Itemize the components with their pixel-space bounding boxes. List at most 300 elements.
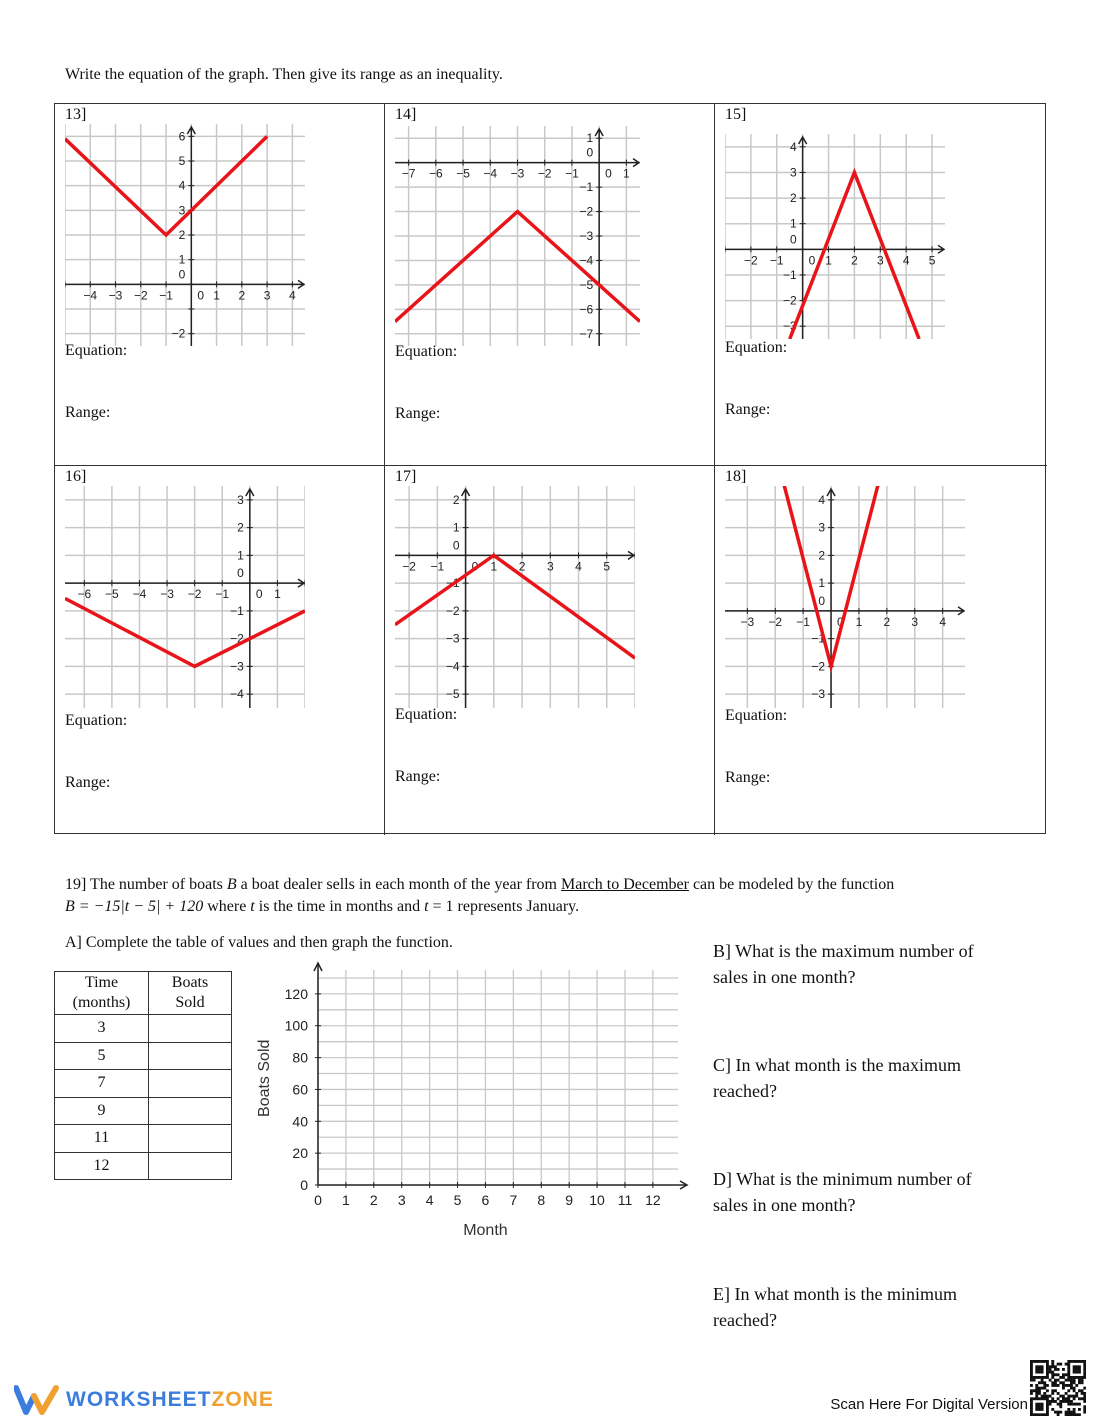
qr-module (1054, 1400, 1057, 1403)
y-tick-label: 1 (789, 216, 797, 231)
qr-module (1067, 1376, 1070, 1379)
qr-module (1046, 1413, 1049, 1416)
qr-module (1049, 1368, 1052, 1371)
origin-label: 0 (237, 566, 244, 581)
qr-module (1073, 1408, 1076, 1411)
y-tick-label: −4 (445, 659, 460, 674)
time-cell: 5 (55, 1042, 149, 1070)
qr-module (1051, 1384, 1054, 1387)
problem-graph (725, 486, 965, 708)
qr-module (1038, 1381, 1041, 1384)
origin-label: 0 (255, 587, 263, 602)
worksheetzone-logo (14, 1384, 274, 1416)
qr-module (1059, 1381, 1062, 1384)
qr-module (1046, 1395, 1049, 1398)
qr-module (1057, 1411, 1060, 1414)
origin-label: 0 (808, 253, 816, 268)
x-tick-label: 1 (623, 166, 630, 181)
qr-module (1062, 1400, 1065, 1403)
qr-module (1051, 1371, 1054, 1374)
qr-module (1078, 1413, 1081, 1416)
qr-module (1051, 1408, 1054, 1411)
qr-module (1046, 1360, 1049, 1363)
qr-module (1073, 1413, 1076, 1416)
table-header-boats: Boats Sold (149, 972, 232, 1015)
qr-module (1083, 1360, 1086, 1363)
qr-module (1065, 1392, 1068, 1395)
y-tick-label: 4 (789, 139, 797, 154)
qr-module (1081, 1389, 1084, 1392)
y-tick-label: −1 (782, 267, 797, 282)
qr-module (1065, 1400, 1068, 1403)
logo-text-zone: ZONE (211, 1388, 274, 1411)
problem-graph (725, 134, 945, 339)
x-tick-label: −4 (483, 166, 498, 181)
logo-text-worksheet: WORKSHEET (66, 1388, 212, 1411)
qr-module (1030, 1403, 1033, 1406)
y-tick-label: −4 (579, 253, 594, 268)
x-tick-label: −3 (108, 288, 123, 303)
qr-module (1046, 1389, 1049, 1392)
qr-module (1070, 1376, 1073, 1379)
qr-module (1067, 1389, 1070, 1392)
qr-module (1078, 1371, 1081, 1374)
origin-label: 0 (605, 166, 612, 181)
qr-module (1051, 1376, 1054, 1379)
qr-module (1046, 1403, 1049, 1406)
qr-module (1046, 1397, 1049, 1400)
origin-label: 0 (586, 145, 594, 160)
qr-module (1030, 1408, 1033, 1411)
qr-module (1083, 1371, 1086, 1374)
question-e: E] In what month is the minimum reached? (713, 1284, 957, 1330)
x-tick-label: 3 (911, 614, 919, 629)
qr-module (1070, 1384, 1073, 1387)
qr-module (1033, 1360, 1036, 1363)
x-tick-label: 10 (589, 1192, 605, 1208)
x-tick-label: 5 (928, 253, 936, 268)
qr-module (1075, 1376, 1078, 1379)
qr-module (1062, 1384, 1065, 1387)
qr-module (1067, 1400, 1070, 1403)
qr-module (1038, 1387, 1041, 1390)
y-tick-label: −2 (782, 293, 797, 308)
qr-module (1051, 1400, 1054, 1403)
x-tick-label: −1 (796, 614, 810, 629)
qr-module (1067, 1368, 1070, 1371)
table-row (55, 1070, 232, 1098)
qr-module (1065, 1384, 1068, 1387)
boats-sold-cell[interactable] (149, 1015, 232, 1043)
x-tick-label: 7 (509, 1192, 518, 1208)
y-axis-label: Boats Sold (256, 1039, 273, 1117)
y-tick-label: −1 (230, 603, 244, 618)
qr-module (1067, 1365, 1070, 1368)
qr-module (1054, 1379, 1057, 1382)
x-tick-label: 6 (481, 1192, 490, 1208)
qr-module (1030, 1400, 1033, 1403)
y-tick-label: −1 (445, 576, 460, 591)
qr-module (1035, 1389, 1038, 1392)
qr-module (1038, 1371, 1041, 1374)
y-tick-label: −2 (445, 603, 460, 618)
qr-module (1054, 1381, 1057, 1384)
qr-module (1070, 1395, 1073, 1398)
qr-module (1057, 1363, 1060, 1366)
qr-module (1078, 1379, 1081, 1382)
qr-module (1075, 1371, 1078, 1374)
qr-module (1038, 1376, 1041, 1379)
qr-module (1046, 1405, 1049, 1408)
qr-module (1033, 1389, 1036, 1392)
qr-module (1070, 1400, 1073, 1403)
qr-module (1035, 1368, 1038, 1371)
equation-label: Equation: (65, 342, 128, 359)
boats-sold-cell[interactable] (149, 1097, 232, 1125)
qr-module (1030, 1373, 1033, 1376)
qr-module (1043, 1387, 1046, 1390)
qr-module (1030, 1411, 1033, 1414)
x-tick-label: −2 (187, 587, 202, 602)
qr-module (1046, 1408, 1049, 1411)
qr-module (1075, 1360, 1078, 1363)
qr-module (1070, 1360, 1073, 1363)
time-cell: 3 (55, 1015, 149, 1043)
qr-module (1057, 1413, 1060, 1416)
qr-module (1075, 1395, 1078, 1398)
qr-module (1057, 1373, 1060, 1376)
qr-module (1035, 1405, 1038, 1408)
qr-module (1041, 1381, 1044, 1384)
boats-graph[interactable] (250, 960, 690, 1250)
part-a-instructions: A] Complete the table of values and then graph the function. (65, 934, 453, 951)
formula: B = −15|t − 5| + 120 (65, 898, 204, 915)
qr-module (1054, 1384, 1057, 1387)
qr-module (1083, 1376, 1086, 1379)
qr-module (1067, 1408, 1070, 1411)
qr-module (1062, 1368, 1065, 1371)
y-tick-label: −1 (811, 631, 826, 646)
qr-module (1083, 1408, 1086, 1411)
qr-module (1073, 1379, 1076, 1382)
qr-module (1051, 1360, 1054, 1363)
qr-module (1030, 1384, 1033, 1387)
qr-module (1035, 1413, 1038, 1416)
boats-sold-cell[interactable] (149, 1152, 232, 1180)
x-tick-label: 2 (883, 614, 891, 629)
qr-module (1078, 1397, 1081, 1400)
qr-module (1049, 1403, 1052, 1406)
qr-module (1035, 1403, 1038, 1406)
origin-label: 0 (837, 614, 844, 629)
y-tick-label: −2 (171, 326, 186, 341)
qr-module (1035, 1376, 1038, 1379)
qr-module (1046, 1400, 1049, 1403)
qr-module (1059, 1400, 1062, 1403)
qr-module (1078, 1389, 1081, 1392)
qr-module (1073, 1411, 1076, 1414)
y-tick-label: −4 (230, 687, 244, 702)
x-tick-label: 1 (825, 253, 832, 268)
problem-cell-18 (715, 466, 1047, 835)
qr-module (1078, 1381, 1081, 1384)
y-tick-label: 2 (818, 548, 826, 563)
x-tick-label: 0 (314, 1192, 322, 1208)
qr-module (1041, 1376, 1044, 1379)
qr-module (1059, 1363, 1062, 1366)
y-tick-label: −2 (579, 204, 594, 219)
x-tick-label: 12 (645, 1192, 661, 1208)
qr-module (1038, 1405, 1041, 1408)
x-tick-label: −2 (768, 614, 783, 629)
qr-module (1073, 1397, 1076, 1400)
logo-w-icon (14, 1384, 60, 1416)
qr-module (1046, 1373, 1049, 1376)
x-tick-label: 5 (603, 559, 611, 574)
qr-module (1041, 1371, 1044, 1374)
qr-module (1049, 1379, 1052, 1382)
qr-module (1033, 1376, 1036, 1379)
qr-module (1073, 1360, 1076, 1363)
y-tick-label: 60 (292, 1081, 308, 1098)
y-tick-label: 2 (789, 191, 797, 206)
question-b: B] What is the maximum number of sales in one month? (713, 941, 974, 987)
qr-module (1038, 1403, 1041, 1406)
x-tick-label: 1 (490, 559, 498, 574)
qr-module (1043, 1381, 1046, 1384)
x-tick-label: −2 (744, 253, 758, 268)
qr-module (1033, 1397, 1036, 1400)
qr-module (1057, 1392, 1060, 1395)
problem-graph (65, 486, 305, 708)
x-tick-label: −2 (402, 559, 416, 574)
absolute-value-graph (65, 598, 305, 666)
qr-module (1062, 1381, 1065, 1384)
qr-module (1030, 1379, 1033, 1382)
qr-module (1030, 1392, 1033, 1395)
qr-module (1078, 1365, 1081, 1368)
qr-module (1081, 1376, 1084, 1379)
range-label: Range: (65, 404, 111, 421)
range-label: Range: (725, 401, 771, 418)
qr-module (1059, 1395, 1062, 1398)
qr-module (1059, 1376, 1062, 1379)
qr-module (1051, 1365, 1054, 1368)
qr-module (1075, 1384, 1078, 1387)
x-tick-label: 2 (851, 253, 858, 268)
qr-module (1081, 1381, 1084, 1384)
problem-cell-15 (715, 104, 1047, 466)
qr-module (1054, 1389, 1057, 1392)
qr-module (1038, 1408, 1041, 1411)
y-tick-label: −3 (811, 687, 826, 702)
origin-label: 0 (452, 538, 460, 553)
qr-module (1041, 1368, 1044, 1371)
x-tick-label: 9 (565, 1192, 574, 1208)
qr-module (1030, 1397, 1033, 1400)
qr-module (1078, 1368, 1081, 1371)
x-tick-label: 4 (902, 253, 910, 268)
qr-module (1075, 1392, 1078, 1395)
qr-module (1062, 1387, 1065, 1390)
qr-module (1073, 1395, 1076, 1398)
qr-module (1083, 1392, 1086, 1395)
qr-module (1046, 1363, 1049, 1366)
qr-module (1067, 1411, 1070, 1414)
qr-module (1046, 1368, 1049, 1371)
qr-module (1054, 1365, 1057, 1368)
qr-module (1067, 1379, 1070, 1382)
problem-graph (65, 124, 305, 346)
qr-module (1067, 1395, 1070, 1398)
x-tick-label: −3 (160, 587, 174, 602)
table-row (55, 1042, 232, 1070)
x-tick-label: −2 (133, 288, 148, 303)
qr-module (1083, 1363, 1086, 1366)
qr-module (1043, 1376, 1046, 1379)
y-tick-label: 1 (237, 548, 244, 563)
origin-label: 0 (471, 559, 479, 574)
qr-module (1051, 1392, 1054, 1395)
qr-module (1030, 1376, 1033, 1379)
y-tick-label: 1 (178, 252, 186, 267)
x-tick-label: −1 (430, 559, 445, 574)
y-tick-label: −3 (230, 659, 244, 674)
origin-label: 0 (178, 267, 186, 282)
y-tick-label: 1 (586, 131, 594, 146)
qr-module (1057, 1384, 1060, 1387)
qr-module (1041, 1395, 1044, 1398)
qr-module (1083, 1387, 1086, 1390)
boats-sold-cell[interactable] (149, 1125, 232, 1153)
x-tick-label: 4 (425, 1192, 434, 1208)
qr-module (1035, 1408, 1038, 1411)
qr-module (1075, 1403, 1078, 1406)
x-tick-label: 1 (342, 1192, 350, 1208)
x-tick-label: 5 (453, 1192, 462, 1208)
qr-module (1054, 1411, 1057, 1414)
qr-module (1073, 1389, 1076, 1392)
qr-module (1057, 1397, 1060, 1400)
qr-module (1078, 1360, 1081, 1363)
y-tick-label: −2 (230, 631, 244, 646)
problem-graph (395, 486, 635, 708)
y-tick-label: 2 (452, 492, 460, 507)
scan-here-text: Scan Here For Digital Version (830, 1396, 1028, 1413)
qr-module (1041, 1403, 1044, 1406)
qr-module (1065, 1363, 1068, 1366)
qr-module (1038, 1360, 1041, 1363)
qr-module (1081, 1379, 1084, 1382)
y-tick-label: 40 (292, 1113, 308, 1130)
qr-code-icon[interactable] (1030, 1360, 1086, 1416)
x-tick-label: −6 (428, 166, 443, 181)
y-tick-label: 2 (178, 228, 186, 242)
question-c: C] In what month is the maximum reached? (713, 1055, 961, 1101)
qr-module (1078, 1376, 1081, 1379)
qr-module (1035, 1365, 1038, 1368)
x-tick-label: −1 (565, 166, 579, 181)
instructions: Write the equation of the graph. Then give its range as an inequality. (65, 66, 503, 83)
x-tick-label: −4 (83, 288, 98, 303)
question-d: D] What is the minimum number of sales in one month? (713, 1169, 972, 1215)
qr-module (1043, 1395, 1046, 1398)
x-tick-label: 3 (876, 253, 884, 268)
qr-module (1067, 1360, 1070, 1363)
x-tick-label: −1 (159, 288, 173, 303)
y-tick-label: −2 (811, 659, 826, 674)
table-header-time: Time (months) (55, 972, 149, 1015)
x-tick-label: 2 (518, 559, 526, 574)
qr-module (1075, 1413, 1078, 1416)
qr-module (1049, 1395, 1052, 1398)
qr-module (1073, 1381, 1076, 1384)
qr-module (1035, 1387, 1038, 1390)
qr-module (1041, 1397, 1044, 1400)
qr-module (1051, 1389, 1054, 1392)
problem-cell-17 (385, 466, 715, 835)
qr-module (1030, 1413, 1033, 1416)
range-label: Range: (395, 405, 441, 422)
boats-sold-cell[interactable] (149, 1070, 232, 1098)
qr-module (1041, 1408, 1044, 1411)
y-tick-label: −5 (445, 687, 460, 702)
qr-module (1049, 1400, 1052, 1403)
x-tick-label: 4 (939, 614, 947, 629)
qr-module (1038, 1392, 1041, 1395)
qr-module (1035, 1397, 1038, 1400)
qr-module (1073, 1371, 1076, 1374)
x-tick-label: −4 (132, 587, 147, 602)
qr-module (1062, 1373, 1065, 1376)
y-tick-label: 3 (789, 165, 797, 180)
boats-sold-cell[interactable] (149, 1042, 232, 1070)
qr-module (1081, 1360, 1084, 1363)
y-tick-label: −3 (782, 319, 797, 334)
qr-module (1083, 1397, 1086, 1400)
problem-cell-16 (55, 466, 385, 835)
qr-module (1030, 1368, 1033, 1371)
y-tick-label: 100 (284, 1017, 308, 1034)
y-tick-label: −3 (445, 631, 460, 646)
range-label: Range: (395, 768, 441, 785)
qr-module (1073, 1403, 1076, 1406)
y-tick-label: −5 (579, 277, 594, 292)
qr-module (1035, 1392, 1038, 1395)
qr-module (1083, 1365, 1086, 1368)
problem-number: 18] (725, 468, 747, 485)
time-cell: 12 (55, 1152, 149, 1180)
qr-module (1049, 1365, 1052, 1368)
equation-label: Equation: (395, 343, 458, 360)
qr-module (1051, 1381, 1054, 1384)
qr-module (1083, 1405, 1086, 1408)
qr-module (1035, 1371, 1038, 1374)
x-tick-label: −1 (215, 587, 230, 602)
qr-module (1035, 1360, 1038, 1363)
qr-module (1054, 1373, 1057, 1376)
qr-module (1075, 1365, 1078, 1368)
y-tick-label: 0 (300, 1177, 308, 1193)
qr-module (1081, 1392, 1084, 1395)
time-cell: 7 (55, 1070, 149, 1098)
problem-graph (395, 126, 640, 346)
range-label: Range: (65, 774, 111, 791)
qr-module (1057, 1403, 1060, 1406)
x-tick-label: 3 (546, 559, 554, 574)
y-tick-label: 1 (818, 576, 826, 591)
qr-module (1083, 1395, 1086, 1398)
